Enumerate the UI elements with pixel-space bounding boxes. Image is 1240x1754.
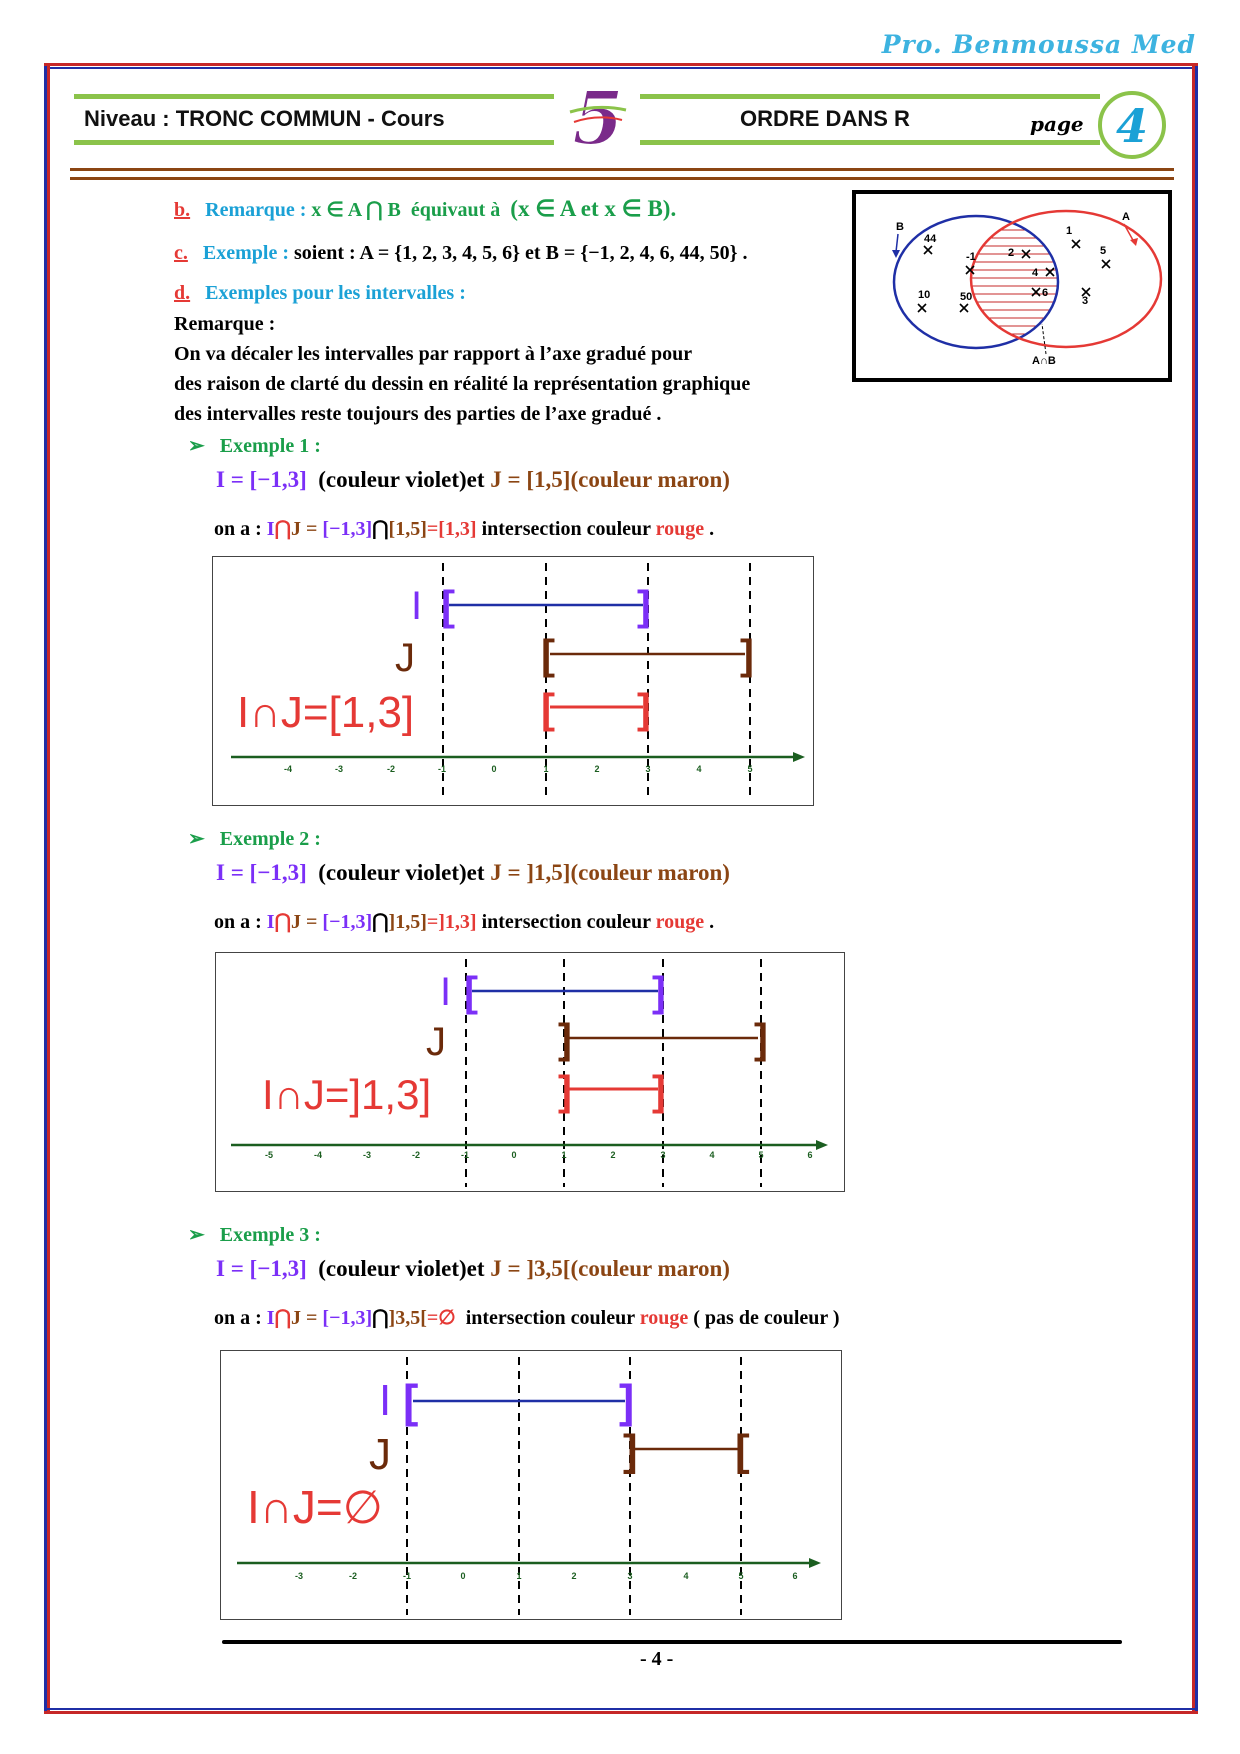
tick-label: -3 <box>362 1150 372 1160</box>
svg-text:]: ] <box>637 685 651 732</box>
svg-text:[: [ <box>464 968 478 1015</box>
item-d-label: Exemples pour les intervalles : <box>205 282 466 304</box>
example-1-def: I = [−1,3] (couleur violet)et J = [1,5](couleur maron) <box>216 467 730 492</box>
venn-label-A: A <box>1122 211 1130 223</box>
svg-text:[: [ <box>541 631 555 678</box>
tick-label: 3 <box>660 1150 666 1160</box>
item-b-letter: b. <box>174 199 191 221</box>
tick-label: -5 <box>264 1150 274 1160</box>
logo-number: 5 <box>572 82 624 152</box>
page-badge <box>1097 90 1167 160</box>
svg-text:]: ] <box>623 1426 638 1475</box>
example-3-def: I = [−1,3] (couleur violet)et J = ]3,5[(couleur maron) <box>216 1256 730 1281</box>
tick-label: 3 <box>645 764 651 774</box>
venn-element: 1 <box>1066 225 1073 237</box>
svg-text:[: [ <box>441 582 455 629</box>
figure-1 <box>212 556 814 806</box>
header-rule <box>74 94 554 99</box>
label-IJ: I∩J=∅ <box>247 1481 383 1533</box>
label-I: I <box>379 1376 392 1425</box>
page-word: page <box>1030 112 1084 136</box>
figure-2 <box>215 952 845 1192</box>
frame-right <box>1192 66 1198 1711</box>
item-b <box>174 196 676 222</box>
venn-element: 4 <box>1032 267 1039 279</box>
example-1-intersection: on a : I⋂J = [−1,3]⋂[1,5]=[1,3] intersection couleur rouge . <box>214 518 715 540</box>
label-IJ: I∩J=]1,3] <box>262 1071 432 1118</box>
venn-element: 6 <box>1042 287 1049 299</box>
svg-text:[: [ <box>403 1375 419 1427</box>
tick-label: 4 <box>696 764 702 774</box>
venn-label-AB: A∩B <box>1032 355 1056 367</box>
tick-label: -2 <box>411 1150 421 1160</box>
frame-left <box>44 66 50 1711</box>
header-rule <box>74 140 554 145</box>
label-J: J <box>426 1020 446 1064</box>
author-signature: Pro. Benmoussa Med <box>881 30 1196 59</box>
tick-label: -1 <box>460 1150 470 1160</box>
example-3-intersection: on a : I⋂J = [−1,3]⋂]3,5[=∅ intersection couleur rouge ( pas de couleur ) <box>214 1307 840 1329</box>
item-c-text: soient : A = {1, 2, 3, 4, 5, 6} et B = {−1, 2, 4, 6, 44, 50} . <box>293 242 748 264</box>
svg-text:[: [ <box>735 1426 750 1475</box>
tick-label: -3 <box>334 764 344 774</box>
svg-text:]: ] <box>740 631 754 678</box>
venn-element: 10 <box>918 289 931 301</box>
label-I: I <box>440 970 452 1014</box>
remarque-title: Remarque : <box>174 313 276 335</box>
svg-text:]: ] <box>558 1067 572 1114</box>
item-c <box>174 242 747 265</box>
tick-label: -2 <box>348 1571 358 1581</box>
header-rule <box>640 94 1100 99</box>
venn-element: 3 <box>1082 295 1089 307</box>
tick-label: 4 <box>709 1150 715 1160</box>
venn-element: -1 <box>966 251 976 263</box>
svg-text:]: ] <box>637 582 651 629</box>
tick-label: 0 <box>460 1571 466 1581</box>
venn-element: 5 <box>1100 245 1107 257</box>
tick-label: 0 <box>511 1150 517 1160</box>
tick-label: 5 <box>738 1571 744 1581</box>
example-2-intersection: on a : I⋂J = [−1,3]⋂]1,5]=]1,3] intersection couleur rouge . <box>214 911 715 933</box>
footer-rule <box>222 1640 1122 1644</box>
tick-label: -1 <box>402 1571 412 1581</box>
example-2-heading: ➢ Exemple 2 : <box>188 828 321 850</box>
venn-element: 44 <box>924 233 937 245</box>
example-2-def: I = [−1,3] (couleur violet)et J = ]1,5](couleur maron) <box>216 860 730 885</box>
tick-label: 0 <box>491 764 497 774</box>
item-d-letter: d. <box>174 282 191 304</box>
tick-label: 2 <box>610 1150 616 1160</box>
remarque-line: des raison de clarté du dessin en réalité la représentation graphique <box>174 373 751 395</box>
item-d <box>174 282 466 305</box>
tick-label: -4 <box>283 764 293 774</box>
label-J: J <box>369 1430 391 1479</box>
venn-label-B: B <box>896 221 904 233</box>
example-3-heading: ➢ Exemple 3 : <box>188 1224 321 1246</box>
tick-label: -1 <box>437 764 447 774</box>
item-b-text3: (x ∈ A et x ∈ B). <box>510 196 677 221</box>
svg-text:]: ] <box>619 1375 635 1427</box>
venn-diagram <box>852 190 1172 382</box>
header-title: ORDRE DANS R <box>740 106 910 131</box>
label-IJ: I∩J=[1,3] <box>237 688 415 737</box>
tick-label: 1 <box>543 764 549 774</box>
tick-label: 2 <box>571 1571 577 1581</box>
svg-text:[: [ <box>541 685 555 732</box>
example-1-heading: ➢ Exemple 1 : <box>188 435 321 457</box>
label-J: J <box>395 636 415 680</box>
svg-text:]: ] <box>754 1015 768 1062</box>
svg-text:]: ] <box>652 1067 666 1114</box>
remarque-line: des intervalles reste toujours des parties de l’axe gradué . <box>174 403 662 425</box>
tick-label: -2 <box>386 764 396 774</box>
tick-label: 4 <box>683 1571 689 1581</box>
venn-element: 2 <box>1008 247 1015 259</box>
tick-label: 6 <box>807 1150 813 1160</box>
svg-text:]: ] <box>558 1015 572 1062</box>
logo <box>552 82 644 152</box>
tick-label: 5 <box>758 1150 764 1160</box>
header-rule <box>640 140 1100 145</box>
header-level: Niveau : TRONC COMMUN - Cours <box>84 106 445 131</box>
tick-label: 3 <box>627 1571 633 1581</box>
frame-top <box>44 63 1198 69</box>
header-divider <box>70 168 1174 180</box>
tick-label: 1 <box>561 1150 567 1160</box>
label-I: I <box>411 584 423 628</box>
remarque-line: On va décaler les intervalles par rapport à l’axe gradué pour <box>174 343 693 365</box>
item-c-letter: c. <box>174 242 188 264</box>
item-b-label: Remarque : <box>205 199 307 221</box>
item-b-text2: équivaut à <box>410 199 501 221</box>
tick-label: 6 <box>792 1571 798 1581</box>
tick-label: 1 <box>516 1571 522 1581</box>
svg-text:]: ] <box>652 968 666 1015</box>
item-b-text1: x ∈ A ⋂ B <box>311 199 401 221</box>
page-number: - 4 - <box>640 1648 674 1670</box>
venn-element: 50 <box>960 291 973 303</box>
item-c-label: Exemple : <box>202 242 289 264</box>
tick-label: -3 <box>294 1571 304 1581</box>
tick-label: -4 <box>313 1150 323 1160</box>
frame-bottom <box>44 1708 1198 1714</box>
page-badge-number: 4 <box>1115 99 1149 153</box>
tick-label: 2 <box>594 764 600 774</box>
figure-3 <box>220 1350 842 1620</box>
tick-label: 5 <box>747 764 753 774</box>
